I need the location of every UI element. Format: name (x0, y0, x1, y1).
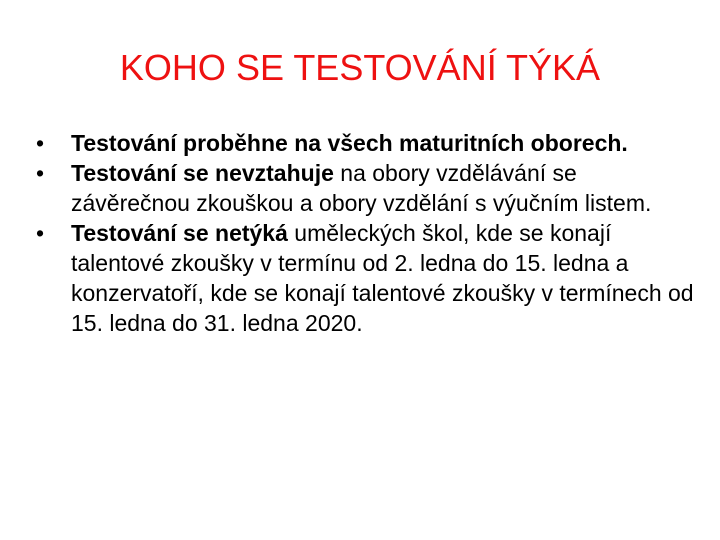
bullet-item (36, 128, 696, 158)
bullet-bold-text: Testování se nevztahuje (71, 160, 334, 186)
bullet-marker: • (36, 160, 45, 186)
bullet-bold-text: Testování se netýká (71, 220, 288, 246)
bullet-item (36, 218, 696, 338)
bullet-text: uměleckých škol, kde se konají talentové zkoušky v termínu od 2. ledna do 15. ledna a konzervatoří, kde se konají talentové zkoušky v termínech od 15. ledna do 31. ledna 2020. (71, 220, 694, 336)
slide-title: KOHO SE TESTOVÁNÍ TÝKÁ (119, 47, 601, 88)
bullet-list (36, 128, 696, 338)
bullet-marker: • (36, 220, 45, 246)
bullet-marker: • (36, 130, 45, 156)
bullet-item (36, 158, 696, 218)
bullet-bold-text: Testování proběhne na všech maturitních oborech. (71, 130, 628, 156)
bullet-text: na obory vzdělávání se závěrečnou zkouškou a obory vzdělání s výučním listem. (71, 160, 652, 216)
